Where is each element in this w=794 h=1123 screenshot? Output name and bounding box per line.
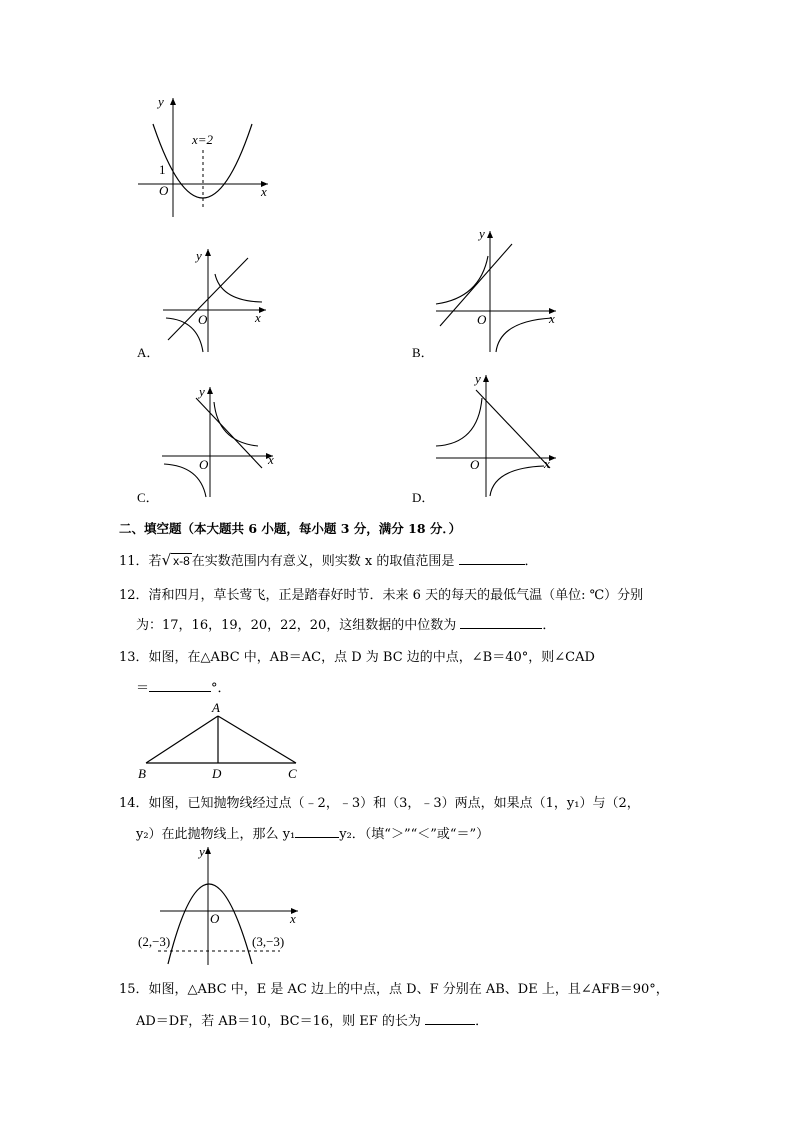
svg-text:D: D [212, 766, 222, 781]
sqrt-expression: √ x-8 [161, 551, 190, 569]
svg-text:O: O [199, 457, 209, 472]
question-11: 11．若√ x-8 在实数范围内有意义，则实数 x 的取值范围是 ． [119, 551, 538, 569]
triangle-figure [130, 698, 310, 782]
y-axis-label: y [158, 94, 164, 109]
svg-text:C: C [288, 766, 297, 781]
svg-text:x: x [255, 310, 261, 325]
question-12-line1: 12．清和四月，草长莺飞，正是踏春好时节．未来 6 天的每天的最低气温（单位: ℃）分别 [119, 588, 644, 603]
option-d-label[interactable]: D． [412, 490, 435, 505]
parabola-14-figure [130, 842, 310, 970]
svg-text:O: O [470, 457, 480, 472]
svg-text:O: O [198, 312, 208, 327]
option-c-label[interactable]: C． [137, 490, 159, 505]
symmetry-axis-label: x=2 [192, 132, 214, 147]
question-15-line1: 15．如图，△ABC 中，E 是 AC 边上的中点，点 D、F 分别在 AB、DE 上，且∠AFB＝90°， [119, 982, 669, 997]
parabola-figure [130, 92, 280, 222]
svg-text:x: x [290, 911, 296, 926]
answer-blank-11[interactable] [459, 552, 525, 565]
x-axis-label: x [261, 184, 267, 199]
option-b-figure [432, 226, 562, 356]
svg-text:x: x [268, 452, 274, 467]
svg-text:(2,−3): (2,−3) [138, 934, 171, 949]
intercept-label: 1 [159, 162, 166, 177]
answer-blank-15[interactable] [425, 1012, 475, 1025]
question-14-line2: y₂）在此抛物线上，那么 y₁ y₂．（填“＞”“＜”或“＝”） [136, 827, 490, 842]
question-13-line1: 13．如图，在△ABC 中，AB＝AC，点 D 为 BC 边的中点，∠B＝40°，则∠CAD [119, 650, 595, 665]
svg-text:y: y [199, 844, 205, 859]
answer-blank-14[interactable] [295, 825, 339, 838]
option-c-figure [158, 382, 283, 500]
question-15-line2: AD＝DF，若 AB＝10，BC＝16，则 EF 的长为 ． [136, 1014, 489, 1029]
svg-text:x: x [549, 311, 555, 326]
option-b-label[interactable]: B． [412, 345, 434, 360]
answer-blank-13[interactable] [149, 679, 211, 692]
svg-text:A: A [212, 700, 220, 715]
svg-text:B: B [138, 766, 146, 781]
question-12-line2: 为：17，16，19，20，22，20，这组数据的中位数为 ． [136, 618, 556, 633]
svg-text:y: y [196, 248, 202, 263]
svg-text:y: y [475, 371, 481, 386]
svg-text:y: y [479, 226, 485, 241]
option-a-label[interactable]: A． [137, 345, 160, 360]
section-title: 二、填空题（本大题共 6 小题，每小题 3 分，满分 18 分．） [119, 521, 462, 536]
svg-text:O: O [210, 911, 220, 926]
option-a-figure [158, 244, 273, 356]
origin-label: O [159, 183, 169, 198]
question-14-line1: 14．如图，已知抛物线经过点（﹣2，﹣3）和（3，﹣3）两点，如果点（1，y₁）与（2， [119, 796, 640, 811]
svg-text:O: O [477, 312, 487, 327]
option-d-figure [432, 370, 562, 500]
svg-text:(3,−3): (3,−3) [252, 934, 285, 949]
question-13-line2: ＝ °． [136, 681, 231, 696]
svg-text:x: x [544, 456, 550, 471]
answer-blank-12[interactable] [460, 616, 542, 629]
svg-text:y: y [199, 384, 205, 399]
